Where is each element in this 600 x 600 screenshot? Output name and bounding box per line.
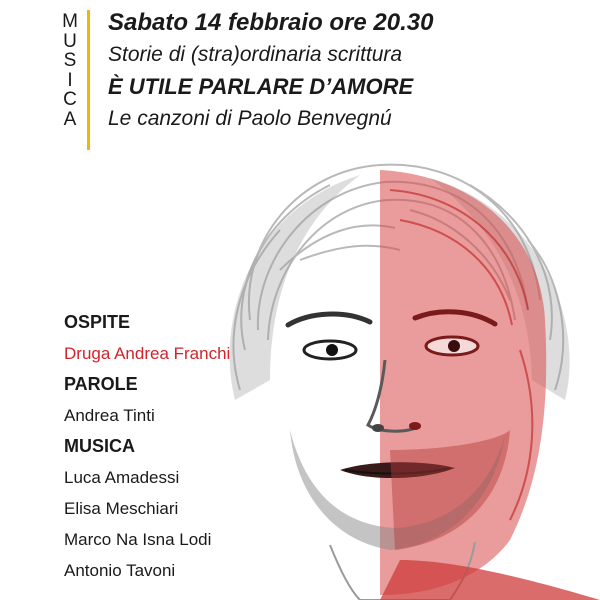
event-header bbox=[108, 8, 588, 134]
words-heading: PAROLE bbox=[64, 374, 138, 394]
event-title: È UTILE PARLARE D’AMORE bbox=[108, 74, 414, 99]
event-subtitle: Le canzoni di Paolo Benvegnú bbox=[108, 107, 392, 130]
category-letter: S bbox=[63, 50, 77, 71]
category-letter: U bbox=[63, 30, 77, 52]
words-name: Andrea Tinti bbox=[64, 406, 155, 425]
musician-name: Marco Na Isna Lodi bbox=[64, 530, 212, 549]
category-letter: A bbox=[63, 108, 77, 130]
music-heading: MUSICA bbox=[64, 436, 135, 456]
category-letter: M bbox=[62, 11, 78, 32]
category-vertical-label bbox=[60, 12, 80, 129]
accent-divider bbox=[87, 10, 90, 150]
guest-heading: OSPITE bbox=[64, 312, 131, 332]
guest-name: Druga Andrea Franchi bbox=[64, 344, 231, 363]
event-date: Sabato 14 febbraio ore 20.30 bbox=[108, 9, 434, 36]
musician-name: Antonio Tavoni bbox=[64, 561, 176, 580]
credits-list bbox=[64, 307, 324, 586]
event-series: Storie di (stra)ordinaria scrittura bbox=[108, 43, 403, 66]
musician-name: Elisa Meschiari bbox=[64, 499, 179, 518]
category-letter: I bbox=[67, 69, 73, 91]
musician-name: Luca Amadessi bbox=[64, 468, 180, 487]
category-letter: C bbox=[63, 89, 77, 110]
